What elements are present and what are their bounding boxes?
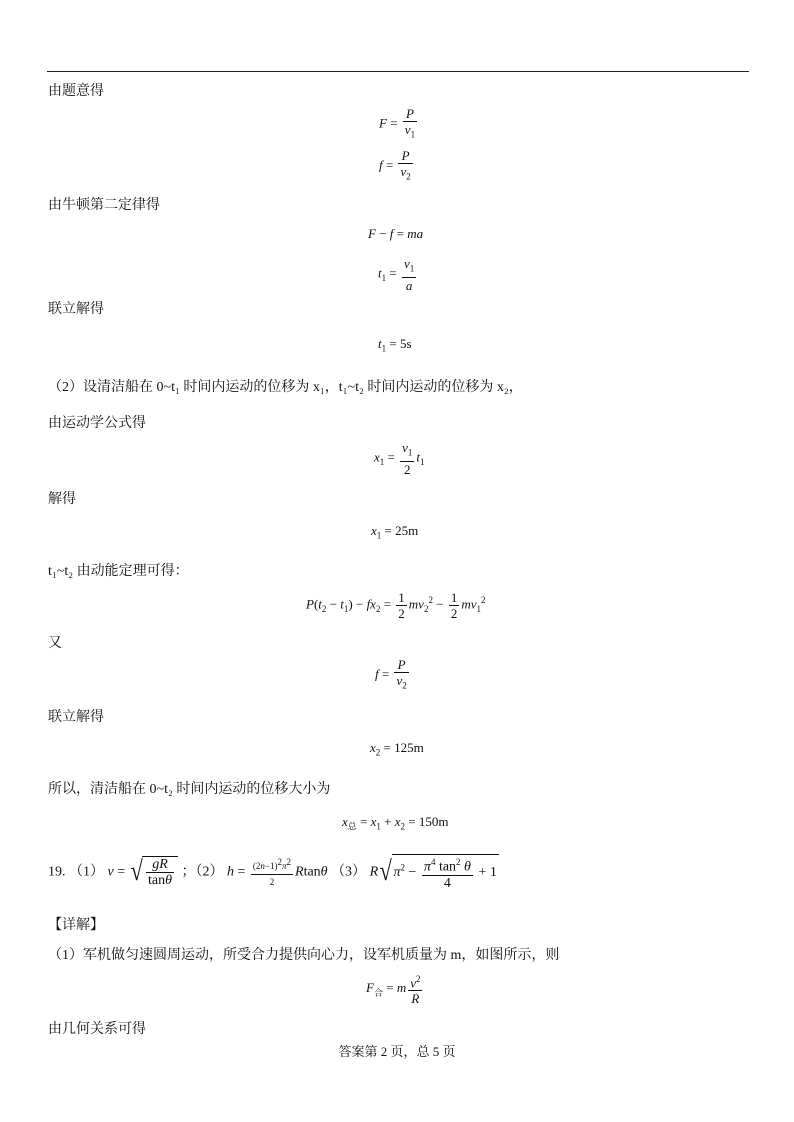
- equation-x1-result: $x_1 = 25m$: [371, 523, 419, 541]
- equation-centripetal: $F_合 = m$ $\frac{v^2}{R}$: [366, 974, 421, 1007]
- total-value: 150m: [418, 814, 449, 829]
- t1-value: 5s: [399, 336, 412, 351]
- equation-f-again: f = $\frac{P}{v_2}$: [375, 657, 407, 691]
- text-line: 由几何关系可得: [48, 1022, 146, 1037]
- text-line: 所以，清洁船在 0~t₂ 时间内运动的位移大小为: [48, 782, 331, 797]
- question-number: 19.: [48, 864, 66, 880]
- answer-part3-label: （3）: [331, 864, 367, 880]
- equation-energy: $P(t_2 - t_1) - fx_2$ = $\frac{1}{2}$ $mv_2^2$ − $\frac{1}{2}$ $mv_1^2$: [306, 590, 486, 621]
- equation-F: F = $\frac{P}{v_1}$: [379, 106, 416, 140]
- equation-x2-result: $x_2 = 125m$: [370, 740, 424, 758]
- answer-part1-label: （1）: [69, 864, 104, 880]
- equation-t1: $t_1$ = $\frac{v_1}{a}$: [378, 256, 415, 293]
- text-line: 又: [48, 636, 62, 651]
- equation-total: $x_总 = x_1 + x_2 = 150m$: [342, 814, 449, 832]
- text-line: （2）设清洁船在 0~t₁ 时间内运动的位移为 x₁，t₁~t₂ 时间内运动的位移为 x₂，: [48, 380, 523, 395]
- equation-x1: $x_1$ = $\frac{v_1}{2}$ $t_1$: [374, 440, 425, 477]
- x1-value: 25m: [395, 523, 419, 538]
- equation-t1-result: $t_1 = 5s$: [378, 336, 412, 354]
- equation-f: f = $\frac{P}{v_2}$: [379, 148, 411, 182]
- header-rule: [47, 71, 749, 72]
- text-line: 联立解得: [48, 302, 104, 317]
- text-line: 由运动学公式得: [48, 416, 146, 431]
- text-line: 联立解得: [48, 710, 104, 725]
- answer-19: 19. （1） v = √ $\frac{gR}{\tan\theta}$ ；（2） h = $\frac{(2n-1)^2\pi^2}{2}$ Rtanθ （3） R√ $\pi^2$ − $\frac{\pi^4 \tan^2 \theta}{4}$ + 1: [48, 854, 499, 891]
- text-line: 由牛顿第二定律得: [48, 198, 160, 213]
- page-footer: 答案第 2 页，总 5 页: [338, 1044, 456, 1059]
- text-line: （1）军机做匀速圆周运动，所受合力提供向心力，设军机质量为 m，如图所示，则: [48, 948, 560, 963]
- text-line: 由题意得: [48, 84, 104, 99]
- section-heading-detail: 【详解】: [48, 918, 104, 933]
- text-line: t₁~t₂ 由动能定理可得：: [48, 564, 189, 579]
- equation-newton: F − f = ma: [368, 226, 424, 241]
- text-line: 解得: [48, 492, 76, 507]
- x2-value: 125m: [394, 740, 424, 755]
- answer-part2-label: ；（2）: [181, 864, 224, 880]
